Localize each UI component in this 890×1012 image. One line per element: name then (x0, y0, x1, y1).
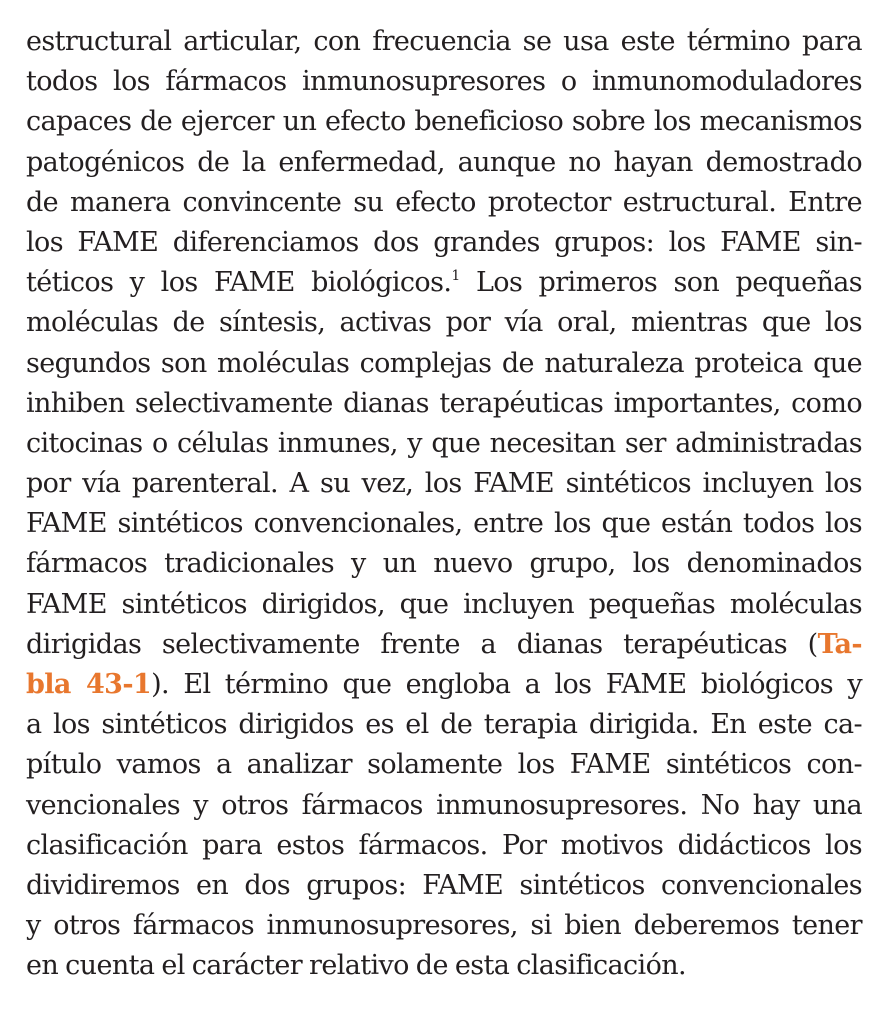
footnote-reference: 1 (451, 268, 460, 285)
text-run: patogénicos de la enfermedad, aunque no hayan demostrado (26, 146, 862, 178)
text-run: dividiremos en dos grupos: FAME sintéticos convencionales (26, 869, 862, 901)
text-run: segundos son moléculas complejas de naturaleza proteica que (26, 347, 862, 379)
text-line (26, 102, 862, 142)
text-line (26, 585, 862, 625)
text-run: clasificación para estos fármacos. Por motivos didácticos los (26, 829, 862, 861)
text-run: FAME sintéticos convencionales, entre los que están todos los (26, 508, 862, 540)
text-run: FAME sintéticos dirigidos, que incluyen pequeñas moléculas (26, 588, 862, 620)
text-line (26, 223, 862, 263)
text-run: dirigidas selectivamente frente a dianas terapéuticas ( (26, 628, 818, 660)
table-reference-link[interactable]: bla 43-1 (26, 669, 152, 700)
text-run: téticos y los FAME biológicos. (26, 267, 452, 299)
text-run: en cuenta el carácter relativo de esta clasificación. (26, 950, 686, 982)
text-line (26, 705, 862, 745)
text-run: capaces de ejercer un efecto beneficioso sobre los mecanismos (26, 106, 862, 138)
text-line (26, 745, 862, 785)
text-line (26, 544, 862, 584)
text-line (26, 464, 862, 504)
text-line (26, 303, 862, 343)
text-run: vencionales y otros fármacos inmunosupresores. No hay una (26, 789, 862, 821)
text-run: y otros fármacos inmunosupresores, si bien deberemos tener (26, 910, 862, 942)
text-run: todos los fármacos inmunosupresores o inmunomoduladores (26, 66, 862, 98)
text-run: de manera convincente su efecto protector estructural. Entre (26, 186, 862, 218)
text-line (26, 384, 862, 424)
text-run: inhiben selectivamente dianas terapéuticas importantes, como (26, 387, 862, 419)
text-run: citocinas o células inmunes, y que necesitan ser administradas (26, 427, 862, 459)
text-line (26, 263, 862, 303)
text-line (26, 866, 862, 906)
text-run: los FAME diferenciamos dos grandes grupos: los FAME sin- (26, 226, 862, 258)
text-line (26, 826, 862, 866)
text-line (26, 906, 862, 946)
text-line (26, 143, 862, 183)
text-line (26, 625, 862, 665)
table-reference-link[interactable]: Ta- (817, 628, 862, 660)
text-line (26, 946, 862, 986)
text-run: a los sintéticos dirigidos es el de terapia dirigida. En este ca- (26, 709, 862, 741)
text-run: fármacos tradicionales y un nuevo grupo, los denominados (26, 548, 862, 580)
text-line (26, 786, 862, 826)
text-run: pítulo vamos a analizar solamente los FAME sintéticos con- (26, 749, 862, 781)
text-line (26, 665, 862, 705)
text-run: ). El término que engloba a los FAME biológicos y (151, 669, 863, 700)
text-run: moléculas de síntesis, activas por vía oral, mientras que los (26, 307, 862, 339)
body-paragraph (0, 22, 890, 987)
text-line (26, 183, 862, 223)
text-run: estructural articular, con frecuencia se usa este término para (26, 26, 862, 57)
text-line (26, 344, 862, 384)
text-line (26, 62, 862, 102)
text-run: por vía parenteral. A su vez, los FAME sintéticos incluyen los (26, 468, 862, 500)
text-line (26, 424, 862, 464)
text-line (26, 22, 862, 62)
text-line (26, 504, 862, 544)
text-run: Los primeros son pequeñas (459, 267, 862, 299)
